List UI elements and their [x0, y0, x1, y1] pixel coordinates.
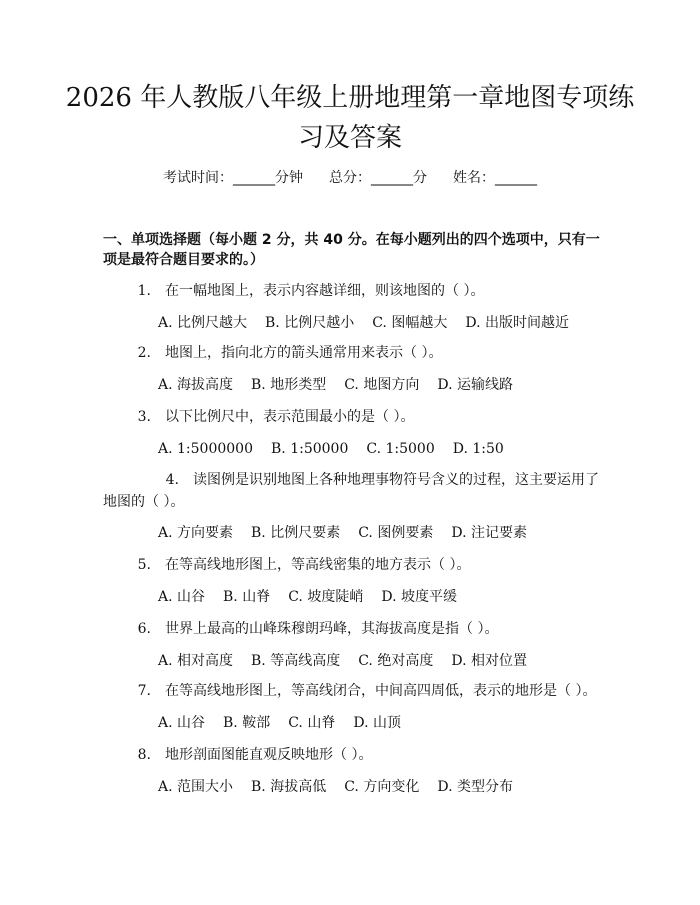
- option-c: C. 方向变化: [344, 779, 420, 795]
- question-text: 读图例是识别地图上各种地理事物符号含义的过程，这主要运用了地图的（ ）。: [103, 472, 599, 510]
- question-8-options: [158, 775, 605, 799]
- question-7: [103, 679, 605, 703]
- option-a: A. 相对高度: [158, 653, 234, 669]
- question-1-options: [158, 311, 605, 335]
- option-c: C. 坡度陡峭: [288, 589, 364, 605]
- option-a: A. 山谷: [158, 589, 206, 605]
- section-heading: 一、单项选择题（每小题 2 分，共 40 分。在每小题列出的四个选项中，只有一项是最符合题目要求的。）: [103, 232, 600, 268]
- option-a: A. 山谷: [158, 715, 206, 731]
- question-text: 地图上，指向北方的箭头通常用来表示（ ）。: [165, 345, 443, 361]
- question-text: 在等高线地形图上，等高线闭合，中间高四周低，表示的地形是（ ）。: [165, 683, 597, 699]
- question-8: [103, 743, 605, 767]
- question-2-options: [158, 373, 605, 397]
- question-6-options: [158, 649, 605, 673]
- option-a: A. 比例尺越大: [158, 315, 248, 331]
- option-d: D. 1:50: [452, 441, 504, 457]
- option-d: D. 注记要素: [451, 525, 527, 541]
- question-number: 3.: [137, 409, 151, 425]
- question-text: 地形剖面图能直观反映地形（ ）。: [165, 747, 373, 763]
- question-number: 7.: [137, 683, 151, 699]
- option-b: B. 比例尺要素: [251, 525, 341, 541]
- question-5: [103, 553, 605, 577]
- option-b: B. 鞍部: [223, 715, 271, 731]
- question-text: 以下比例尺中，表示范围最小的是（ ）。: [165, 409, 415, 425]
- question-text: 在一幅地图上，表示内容越详细，则该地图的（ ）。: [165, 283, 485, 299]
- page-title: 2026 年人教版八年级上册地理第一章地图专项练习及答案: [65, 83, 635, 153]
- option-b: B. 比例尺越小: [265, 315, 355, 331]
- option-c: C. 山脊: [288, 715, 336, 731]
- question-number: 5.: [137, 557, 151, 573]
- option-d: D. 山顶: [353, 715, 401, 731]
- option-d: D. 类型分布: [437, 779, 513, 795]
- option-b: B. 海拔高低: [251, 779, 327, 795]
- option-c: C. 绝对高度: [358, 653, 434, 669]
- option-c: C. 图例要素: [358, 525, 434, 541]
- question-4: [103, 469, 608, 513]
- question-4-options: [158, 521, 605, 545]
- question-text: 世界上最高的山峰珠穆朗玛峰，其海拔高度是指（ ）。: [165, 621, 499, 637]
- option-b: B. 1:50000: [271, 441, 349, 457]
- student-name: 姓名：______: [453, 170, 537, 186]
- question-1: [103, 279, 605, 303]
- option-a: A. 海拔高度: [158, 377, 234, 393]
- option-c: C. 图幅越大: [372, 315, 448, 331]
- option-d: D. 坡度平缓: [381, 589, 457, 605]
- exam-info: [0, 168, 700, 188]
- question-3: [103, 405, 605, 429]
- option-b: B. 地形类型: [251, 377, 327, 393]
- option-d: D. 运输线路: [437, 377, 513, 393]
- question-5-options: [158, 585, 605, 609]
- option-a: A. 范围大小: [158, 779, 234, 795]
- option-c: C. 地图方向: [344, 377, 420, 393]
- option-d: D. 出版时间越近: [465, 315, 569, 331]
- question-number: 2.: [137, 345, 151, 361]
- option-a: A. 1:5000000: [158, 441, 253, 457]
- question-6: [103, 617, 605, 641]
- question-7-options: [158, 711, 605, 735]
- total-score: 总分：______分: [329, 170, 427, 186]
- question-text: 在等高线地形图上，等高线密集的地方表示（ ）。: [165, 557, 471, 573]
- question-3-options: [158, 437, 605, 461]
- question-2: [103, 341, 605, 365]
- question-number: 6.: [137, 621, 151, 637]
- question-number: 4.: [165, 472, 179, 488]
- exam-time: 考试时间：______分钟: [163, 170, 303, 186]
- option-d: D. 相对位置: [451, 653, 527, 669]
- question-number: 8.: [137, 747, 151, 763]
- option-a: A. 方向要素: [158, 525, 234, 541]
- question-number: 1.: [137, 283, 151, 299]
- option-c: C. 1:5000: [366, 441, 435, 457]
- option-b: B. 等高线高度: [251, 653, 341, 669]
- option-b: B. 山脊: [223, 589, 271, 605]
